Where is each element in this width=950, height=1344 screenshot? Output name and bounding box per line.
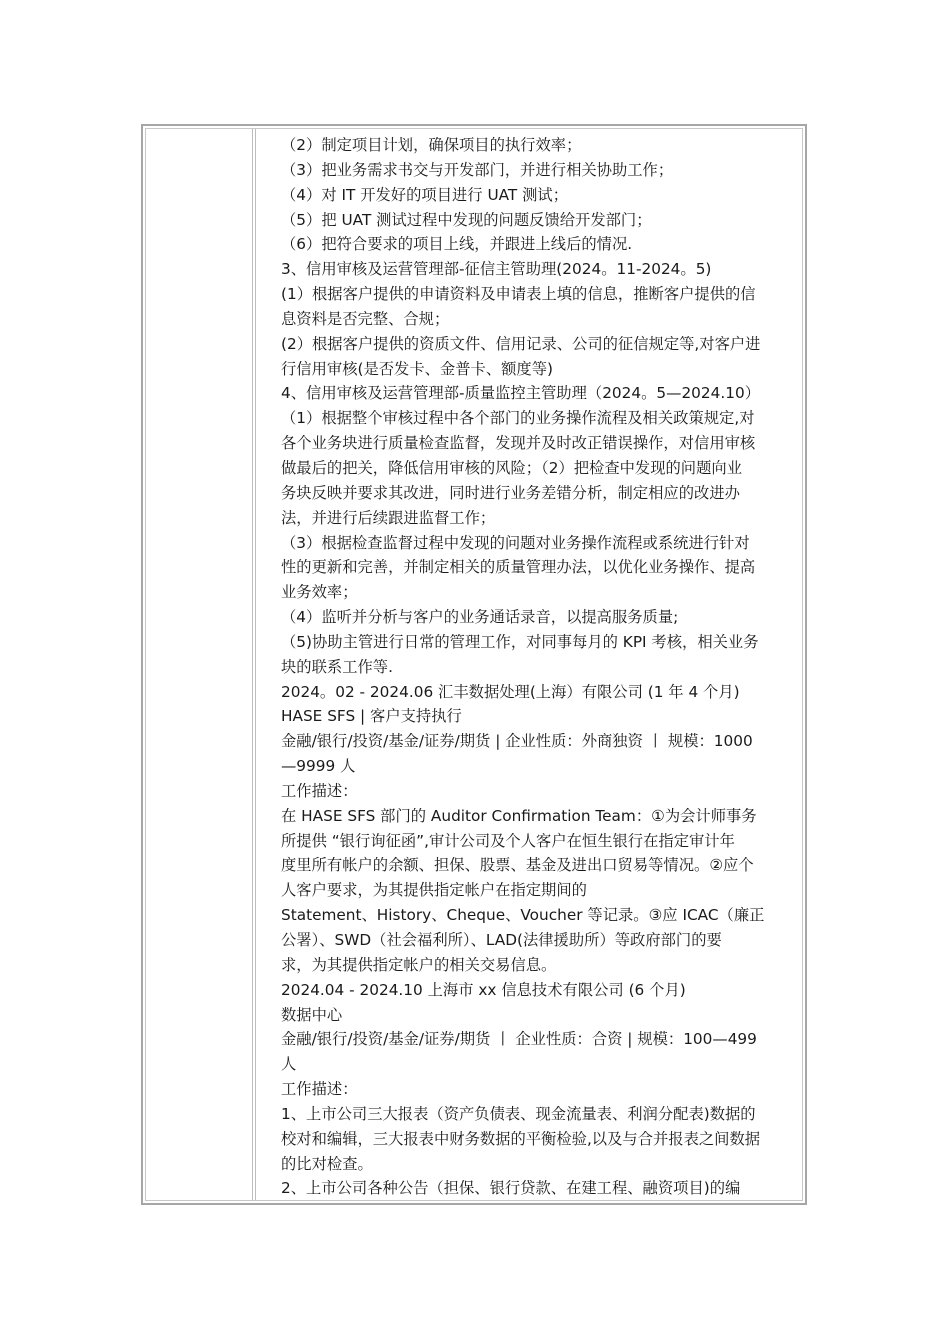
text-line: 公署）、SWD（社会福利所）、LAD(法律援助所）等政府部门的要 — [281, 931, 722, 949]
text-line: 在 HASE SFS 部门的 Auditor Confirmation Team：①为会计师事务 — [281, 806, 757, 825]
text-line: 业务效率； — [281, 583, 358, 602]
work-experience-content — [281, 133, 806, 1201]
text-line: 求，为其提供指定帐户的相关交易信息。 — [281, 955, 557, 974]
text-line: 务块反映并要求其改进，同时进行业务差错分析，制定相应的改进办 — [281, 483, 740, 502]
company-info-line: 金融/银行/投资/基金/证券/期货 丨 企业性质：合资 | 规模：100—499 — [281, 1030, 757, 1049]
section-heading-line: 3、信用审核及运营管理部-征信主管助理(2024。11-2024。5) — [281, 260, 712, 279]
text-line: （3）根据检查监督过程中发现的问题对业务操作流程或系统进行针对 — [281, 533, 750, 552]
text-line: 校对和编辑，三大报表中财务数据的平衡检验,以及与合并报表之间数据 — [281, 1129, 761, 1148]
text-line: Statement、History、Cheque、Voucher 等记录。③应 ICAC（廉正 — [281, 906, 765, 925]
text-line: 性的更新和完善，并制定相关的质量管理办法，以优化业务操作、提高 — [281, 558, 756, 577]
company-info-line: 金融/银行/投资/基金/证券/期货 | 企业性质：外商独资 丨 规模：1000 — [281, 732, 753, 751]
text-line: 块的联系工作等. — [281, 657, 393, 676]
section-heading-line: 4、信用审核及运营管理部-质量监控主管助理（2024。5—2024.10） — [281, 384, 760, 403]
text-line: 息资料是否完整、合规； — [281, 309, 450, 328]
text-line: 人客户要求，为其提供指定帐户在指定期间的 — [281, 881, 587, 900]
job-period-line: 2024。02 - 2024.06 汇丰数据处理(上海）有限公司 (1 年 4 个月) — [281, 682, 740, 701]
text-line: （5）把 UAT 测试过程中发现的问题反馈给开发部门； — [281, 210, 652, 229]
text-line: 度里所有帐户的余额、担保、股票、基金及进出口贸易等情况。②应个 — [281, 856, 754, 875]
text-line: (1）根据客户提供的申请资料及申请表上填的信息，推断客户提供的信 — [281, 285, 756, 304]
job-description-label: 工作描述： — [281, 781, 358, 800]
text-line: 法，并进行后续跟进监督工作； — [281, 508, 496, 527]
resume-table — [141, 124, 807, 1205]
text-line: （1）根据整个审核过程中各个部门的业务操作流程及相关政策规定,对 — [281, 409, 755, 428]
text-line: （2）制定项目计划，确保项目的执行效率； — [281, 136, 582, 154]
text-line: （5)协助主管进行日常的管理工作，对同事每月的 KPI 考核，相关业务 — [281, 632, 759, 651]
company-info-line: 人 — [281, 1055, 297, 1074]
cell-divider — [255, 129, 256, 1200]
text-line: （4）监听并分析与客户的业务通话录音，以提高服务质量; — [281, 608, 679, 627]
job-title-line: 数据中心 — [281, 1005, 343, 1024]
text-line: 1、上市公司三大报表（资产负债表、现金流量表、利润分配表)数据的 — [281, 1104, 756, 1123]
job-title-line: HASE SFS | 客户支持执行 — [281, 707, 462, 726]
text-line: 行信用审核(是否发卡、金普卡、额度等) — [281, 359, 553, 378]
text-line: （3）把业务需求书交与开发部门，并进行相关协助工作； — [281, 160, 674, 179]
text-line: 做最后的把关，降低信用审核的风险；（2）把检查中发现的问题向业 — [281, 458, 742, 477]
job-period-line: 2024.04 - 2024.10 上海市 xx 信息技术有限公司 (6 个月) — [281, 980, 686, 999]
text-line: 各个业务块进行质量检查监督，发现并及时改正错误操作，对信用审核 — [281, 434, 756, 453]
text-line: （6）把符合要求的项目上线，并跟进上线后的情况. — [281, 235, 633, 254]
job-description-label: 工作描述： — [281, 1080, 358, 1099]
table-inner-border — [145, 128, 803, 1201]
label-cell — [146, 129, 253, 1200]
company-info-line: —9999 人 — [281, 757, 356, 776]
text-line: （4）对 IT 开发好的项目进行 UAT 测试； — [281, 185, 569, 204]
text-line: (2）根据客户提供的资质文件、信用记录、公司的征信规定等,对客户进 — [281, 334, 761, 353]
text-line: 所提供 “银行询征函”,审计公司及个人客户在恒生银行在指定审计年 — [281, 831, 735, 850]
text-line: 的比对检查。 — [281, 1154, 373, 1173]
text-line: 2、上市公司各种公告（担保、银行贷款、在建工程、融资项目)的编 — [281, 1179, 741, 1198]
